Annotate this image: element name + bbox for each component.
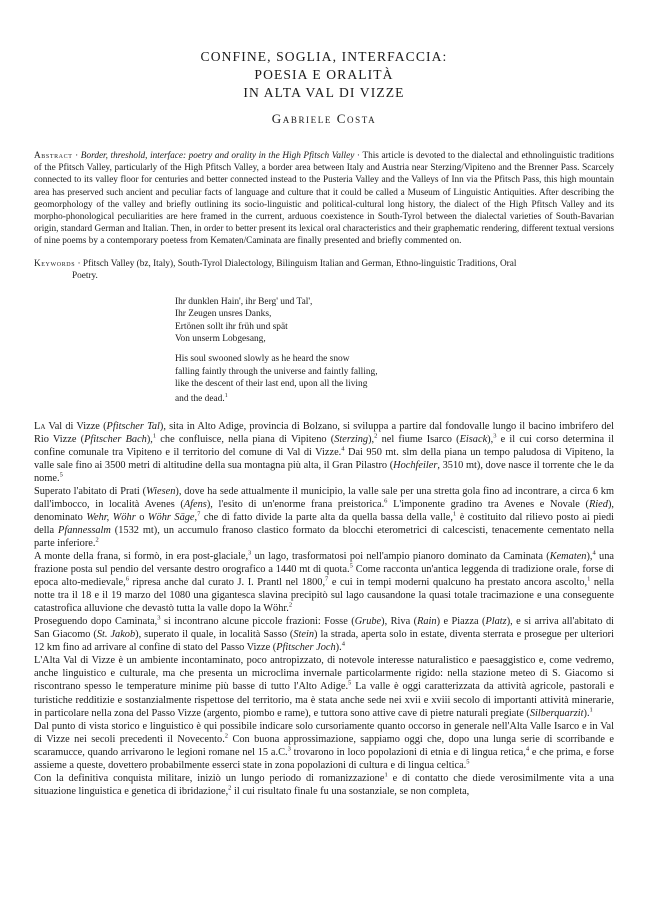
footnote-ref[interactable]: 5 [349,562,353,570]
epigraph-line: His soul swooned slowly as he heard the snow [175,354,350,365]
footnote-ref[interactable]: 1 [452,510,457,518]
body-text: Con la definitiva conquista militare, iniziò un lungo periodo di romanizzazione [34,772,385,784]
body-text: ), [368,433,375,445]
body-italic-term: Pfitscher Bach [84,433,147,445]
body-text: Come racconta un'antica leggenda di tradizione orale, forse di epoca alto-medievale, [34,564,615,589]
body-paragraph [34,654,614,719]
body-text: ), superato il quale, in località Sasso ( [135,629,294,641]
footnote-ref[interactable]: 5 [348,680,352,688]
footnote-ref[interactable]: 3 [157,614,161,622]
body-text: e il cui corso determina il confine comunale tra Vipiteno e il territorio del comune di Val di Vizze. [34,433,615,458]
epigraph-line: like the descent of their last end, upon all the living [175,378,368,389]
footnote-ref[interactable]: 2 [95,536,99,544]
body-text: Val di Vizze ( [45,420,107,432]
body-italic-term: Stein [293,629,315,641]
body-text: ). [335,642,342,654]
body-text: una frazione posta sul pendio del versante destro orografico a 1440 mt di quota. [34,551,614,576]
footnote-ref[interactable]: 2 [374,432,378,440]
body-paragraph [34,772,614,798]
footnote-ref[interactable]: 1 [152,432,157,440]
body-text: ripresa anche dal curato J. I. Prantl nel 1800, [128,577,326,589]
body-italic-term: Silberquarzit [529,707,584,719]
epigraph-last-line [175,390,614,405]
keywords-text: · Pfitsch Valley (bz, Italy), South-Tyrol Dialectology, Bilinguism Italian and German, Ethno-linguistic Traditions, Oral [75,258,517,269]
epigraph-stanza-2 [175,353,614,405]
body-text: ), [586,551,593,562]
body-paragraph [34,485,614,550]
body-text: L'Alta Val di Vizze è un ambiente incontaminato, poco antropizzato, di notevole interesse naturalistico e paesaggistico e, come vedremo, anche linguistico e culturale, ma che presenta un microclima invernale particolarmente rigido: nella stazione meteo di S. Giacomo si riscontrano spesso le temperature minime più basse di tutto l'Alto Adige. [34,655,614,693]
body-text: ), Riva ( [381,616,418,628]
body-paragraph [34,615,614,654]
body-text: ), denominato [34,498,614,523]
epigraph-line: falling faintly through the universe and faintly falling, [175,366,378,377]
body-text: un lago, trasformatosi poi nell'ampio pianoro dominato da Caminata ( [251,551,550,562]
body-text: che confluisce, nella piana di Vipiteno ( [156,433,335,445]
title-line-2: POESIA E ORALITÀ [254,67,394,82]
body-text: il cui risultato finale fu una sostanziale, se non completa, [231,785,470,797]
epigraph-line: Ihr Zeugen unsres Danks, [175,309,272,320]
footnote-ref[interactable]: 4 [592,549,596,557]
epigraph-line: Ertönen sollt ihr früh und spät [175,321,288,332]
body-text: Con buona approssimazione, sappiamo oggi che, dopo una lunga serie di scorribande e scaramucce, quando arrivarono le legioni romane nel 15 a.C. [34,733,614,758]
footnote-ref[interactable]: 3 [248,549,252,557]
body-text: ), e si arriva all'abitato di San Giacomo ( [34,616,614,641]
body-paragraph [34,420,614,485]
abstract-text: · This article is devoted to the dialectal and ethnolinguistic traditions of the Pfitsch Valley, particularly of the High Pfitsch Valley, a border area between Italy and Austria near Sterzing/Vipiteno and the Brenner Pass. Scarcely connected to its valley floor for centuries and better connected instead to the Pusteria Valley and the Valleys of Inn via the Pfitsch Pass, this high mountain area has preserved such ancient and peculiar facts of language and culture that it could be called a Museum of Linguistic Antiquities. After describing the geomorphology of the valley and briefly outlining its socio-linguistic and political-cultural long history, the dialect of the High Pfitsch Valley and its morpho-phonological peculiarities are here framed in the current, arduous coexistence in South-Tyrol between the dialectal varieties of South-Bavarian origin, standard German and Italian. Then, in order to better present its lexical oral characteristics and their graphematic rendering, different textual versions of nine poems by a contemporary poetess from Kematen/Caminata are finally presented and briefly commented on. [34,151,614,247]
body-text: ) e Piazza ( [436,616,486,628]
body-text: nella notte tra il 18 e il 19 marzo del 1080 una gigantesca slavina precipitò sul lago causandone la quasi totale tracimazione e una conseguente catastrofica alluvione che devastò tutta la valle dopo la Wöhr. [34,577,615,615]
body-italic-term: Afens [183,498,207,510]
body-text: ), [146,433,153,445]
footnote-ref[interactable]: 6 [384,497,388,505]
epigraph-line: and the dead. [175,394,225,405]
body-text: ), sita in Alto Adige, provincia di Bolzano, si sviluppa a partire dal fondovalle lungo il bacino imbrifero del Rio Vizze ( [34,420,615,445]
epigraph-line: Von unserm Lobgesang, [175,333,266,344]
body-text: e che prima, e forse assieme a queste, dovettero probabilmente esserci state in zona popolazioni di cultura e di lingua celtica. [34,746,615,771]
footnote-ref[interactable]: 2 [224,732,229,740]
footnote-ref[interactable]: 1 [587,575,591,583]
footnote-ref[interactable]: 7 [197,510,201,518]
footnote-ref[interactable]: 1 [384,771,388,779]
body-italic-term: Platz [485,616,507,628]
body-italic-term: St. Jakob [96,629,136,641]
body-text: ). [583,707,590,719]
footnote-ref[interactable]: 3 [493,432,497,440]
body-text: ), [487,433,494,445]
body-text: La valle è oggi caratterizzata da attività agricole, pastorali e turistiche redditizie e sostanzialmente rispettose del territorio, ma è stata anche sede nei xvii e xviii secolo di importanti attività minerarie, in particolare nella zona del Passo Vizze (argento, piombo e rame), e tuttora sono attive cave di pietre naturali pregiate ( [34,681,614,719]
body-italic-term: Wehr, Wöhr [86,511,136,523]
article-title [34,48,614,102]
keywords-tail: Poetry. [72,270,98,281]
footnote-ref[interactable]: 6 [125,575,129,583]
epigraph-stanza-1 [175,296,614,345]
footnote-ref[interactable]: 1 [224,393,228,400]
body-text: L'imponente gradino tra Avenes e Novale ( [387,498,589,510]
body-text: Proseguendo dopo Caminata, [34,616,158,628]
body-italic-term: Rain [417,616,437,628]
epigraph [175,296,614,406]
article-body [34,420,614,798]
abstract-separator: · [72,151,81,161]
body-italic-term: Wöhr Säge [147,511,195,523]
body-text: A monte della frana, si formò, in era post-glaciale, [34,551,249,562]
body-italic-term: Kematen [549,551,587,562]
title-line-1: CONFINE, SOGLIA, INTERFACCIA: [200,49,448,64]
footnote-ref[interactable]: 3 [287,745,291,753]
epigraph-line: Ihr dunklen Hain', ihr Berg' und Tal', [175,297,313,308]
body-text: e cui in tempi moderni qualcuno ha prestato ancora ascolto, [328,577,588,589]
body-text: e di contatto che diede verosimilmente vita a una situazione linguistica e genetica di ibridazione, [34,772,614,797]
body-text: o [135,511,148,523]
body-text: Dal punto di vista storico e linguistico è qui possibile indicare solo cursoriamente quanto occorso in generale nell'Alta Valle Isarco e in Val di Vizze nei secoli precedenti il Novecento. [34,720,614,745]
body-text: , 3510 mt), dove nasce il torrente che le da nome. [34,459,614,484]
body-text: trovarono in loco popolazioni di etnia e di lingua retica, [290,746,526,758]
body-text: Superato l'abitato di Prati ( [34,485,147,497]
body-italic-term: Sterzing [334,433,369,445]
body-italic-term: Pfitscher Tal [106,420,160,432]
footnote-ref[interactable]: 7 [325,575,329,583]
footnote-ref[interactable]: 2 [228,784,232,792]
body-text: ), l'esito di un'enorme frana preistorica. [206,498,385,510]
body-text: nel fiume Isarco ( [377,433,460,445]
body-paragraph [34,550,614,615]
body-paragraph [34,720,614,772]
body-text: Dai 950 mt. slm della piana un tempo paludosa di Vipiteno, la valle sale fino ai 3500 metri di altitudine della sua montagna più alta, il Gran Pilastro ( [34,446,615,471]
abstract-heading: Border, threshold, interface: poetry and orality in the High Pfitsch Valley [80,151,355,161]
body-text: è costituito dal rilievo posto ai piedi della [34,511,615,536]
body-italic-term: Wiesen [146,485,176,497]
body-text: , [194,511,198,523]
footnote-ref[interactable]: 5 [466,758,470,766]
footnote-ref[interactable]: 4 [341,445,345,453]
footnote-ref[interactable]: 4 [525,745,530,753]
keywords [34,258,614,282]
author-name: Gabriele Costa [271,111,377,126]
footnote-ref[interactable]: 4 [341,640,345,648]
body-lead-word: La [34,420,46,432]
body-italic-term: Grube [354,616,382,628]
body-text: ) la strada, aperta solo in estate, diventa sterrata e prosegue per ulteriori 12 km fino ad arrivare al confine di stato del Passo Vizze ( [34,629,614,654]
body-italic-term: Hochfeiler [393,459,438,471]
body-text: si incontrano alcune piccole frazioni: Fosse ( [160,616,355,628]
footnote-ref[interactable]: 1 [589,706,593,714]
footnote-ref[interactable]: 2 [288,601,293,609]
footnote-ref[interactable]: 5 [59,471,63,479]
body-text: ), dove ha sede attualmente il municipio, la valle sale per una stretta gola fino ad incontrare, a circa 6 km dall'imbocco, in località Avenes ( [34,485,614,510]
body-text: (1532 mt), un accumulo franoso clastico formato da blocchi eterometrici di calcescisti, tenacemente cementato nella parte inferiore. [34,524,614,549]
title-line-3: IN ALTA VAL DI VIZZE [243,85,405,100]
body-italic-term: Eisack [459,433,488,445]
abstract-label: Abstract [34,151,73,161]
body-italic-term: Ried [588,498,608,510]
keywords-label: Keywords [34,258,76,269]
body-italic-term: Pfannessalm [58,524,111,536]
body-text: che di fatto divide la parte alta da quella bassa della valle, [200,511,453,523]
body-italic-term: Pfitscher Joch [276,642,336,654]
abstract [34,150,614,248]
